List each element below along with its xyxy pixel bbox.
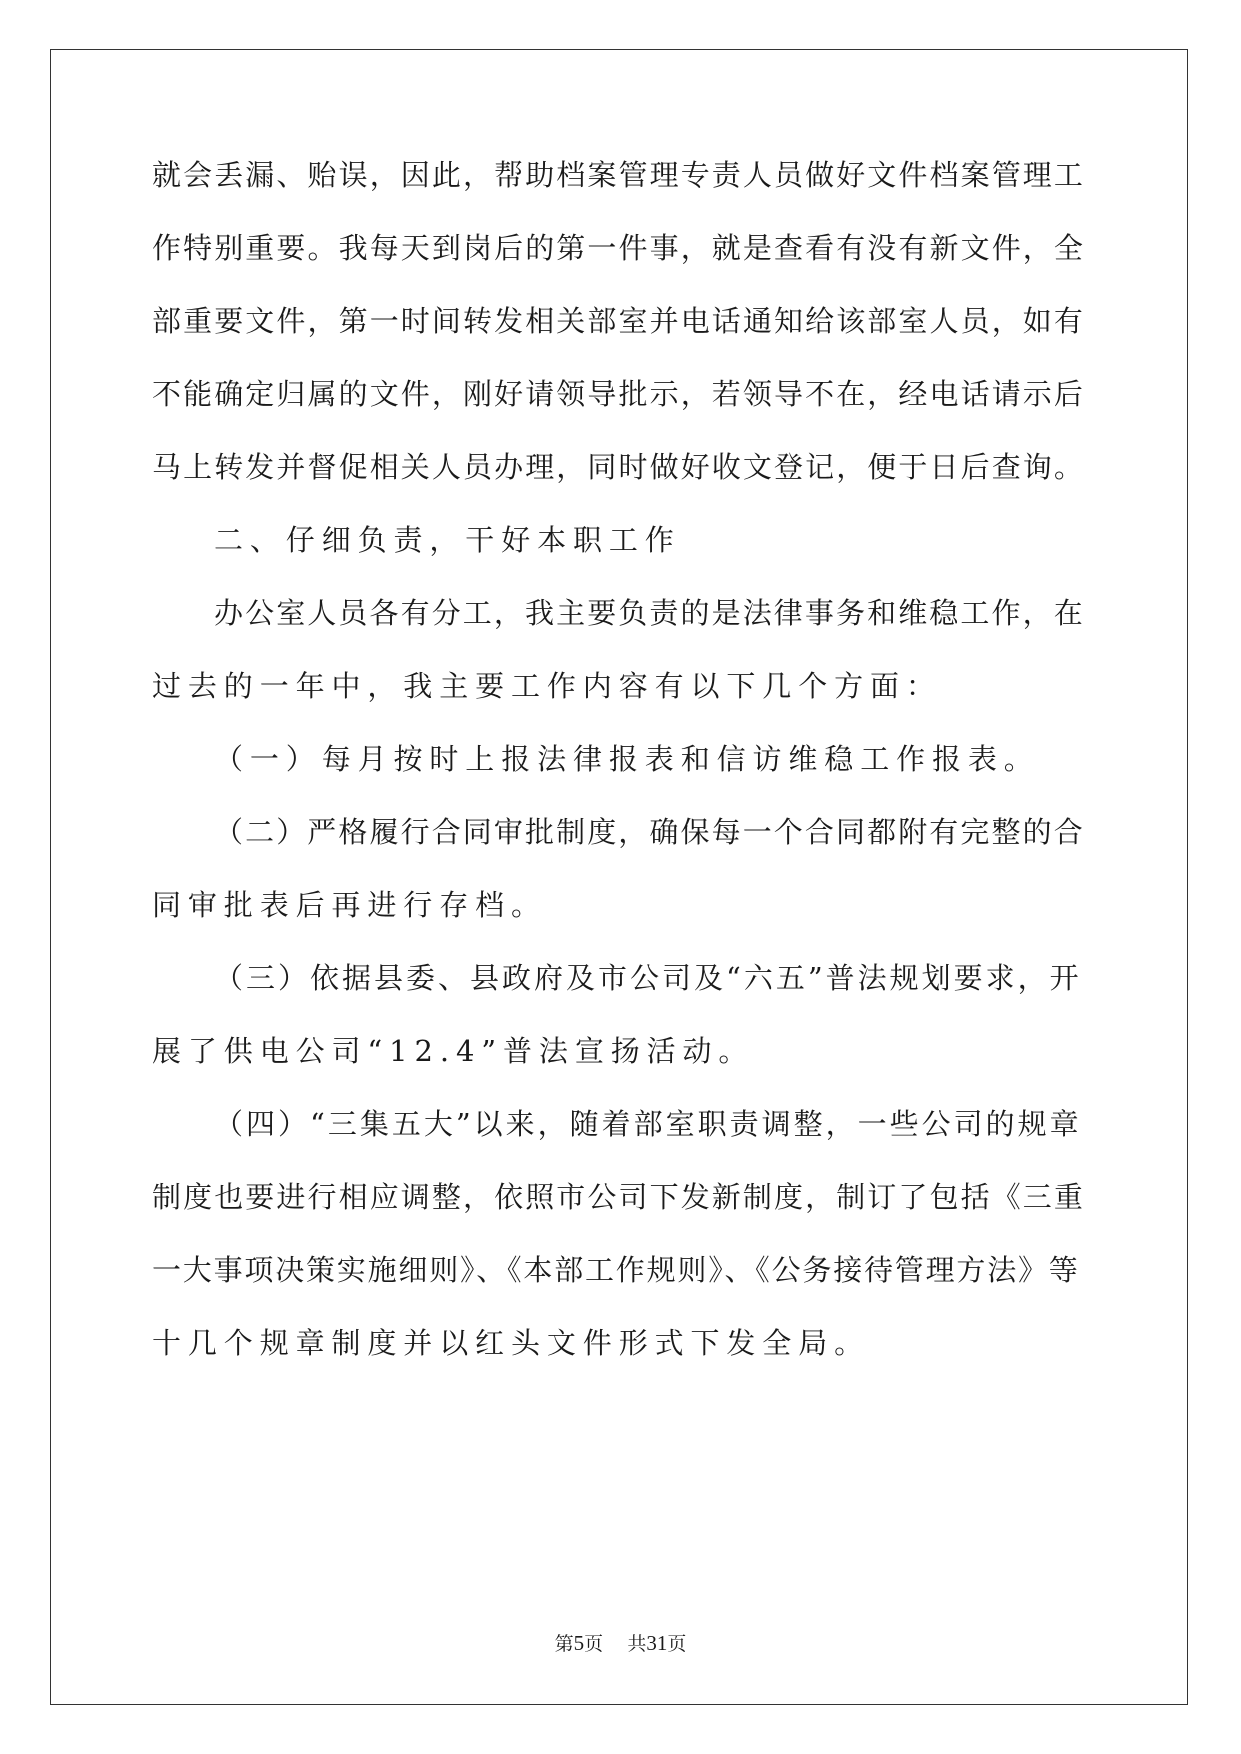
page-number: 5 — [573, 1631, 585, 1655]
list-item-line: 十几个规章制度并以红头文件形式下发全局。 — [152, 1326, 871, 1360]
paragraph-line: 作特别重要。我每天到岗后的第一件事，就是查看有没有新文件，全 — [152, 231, 1086, 265]
list-item-line: （一）每月按时上报法律报表和信访维稳工作报表。 — [214, 742, 1040, 776]
list-item-line: 展了供电公司“12.4”普法宣扬活动。 — [152, 1034, 755, 1068]
list-item-line: 同审批表后再进行存档。 — [152, 888, 547, 922]
paragraph-line: 就会丢漏、贻误，因此，帮助档案管理专责人员做好文件档案管理工 — [152, 158, 1086, 192]
paragraph-line: 部重要文件，第一时间转发相关部室并电话通知给该部室人员，如有 — [152, 304, 1086, 338]
list-item-line: （四）“三集五大”以来，随着部室职责调整，一些公司的规章 — [214, 1107, 1082, 1141]
paragraph-line: 不能确定归属的文件，刚好请领导批示，若领导不在，经电话请示后 — [152, 377, 1086, 411]
total-suffix: 页 — [667, 1633, 687, 1655]
total-pages: 31 — [646, 1631, 668, 1655]
list-item-line: （三）依据县委、县政府及市公司及“六五”普法规划要求，开 — [214, 961, 1082, 995]
section-heading: 二、仔细负责，干好本职工作 — [214, 523, 681, 557]
page-footer — [0, 1630, 1241, 1657]
paragraph-line: 过去的一年中，我主要工作内容有以下几个方面： — [152, 669, 942, 703]
page-suffix: 页 — [584, 1633, 604, 1655]
page-prefix: 第 — [554, 1633, 574, 1655]
list-item-line: 一大事项决策实施细则》、《本部工作规则》、《公务接待管理方法》等 — [152, 1253, 1080, 1287]
total-prefix: 共 — [627, 1633, 647, 1655]
paragraph-line: 马上转发并督促相关人员办理，同时做好收文登记，便于日后查询。 — [152, 450, 1086, 484]
list-item-line: （二）严格履行合同审批制度，确保每一个合同都附有完整的合 — [214, 815, 1085, 849]
page-border — [50, 49, 1188, 1705]
paragraph-line: 办公室人员各有分工，我主要负责的是法律事务和维稳工作，在 — [214, 596, 1085, 630]
list-item-line: 制度也要进行相应调整，依照市公司下发新制度，制订了包括《三重 — [152, 1180, 1086, 1214]
